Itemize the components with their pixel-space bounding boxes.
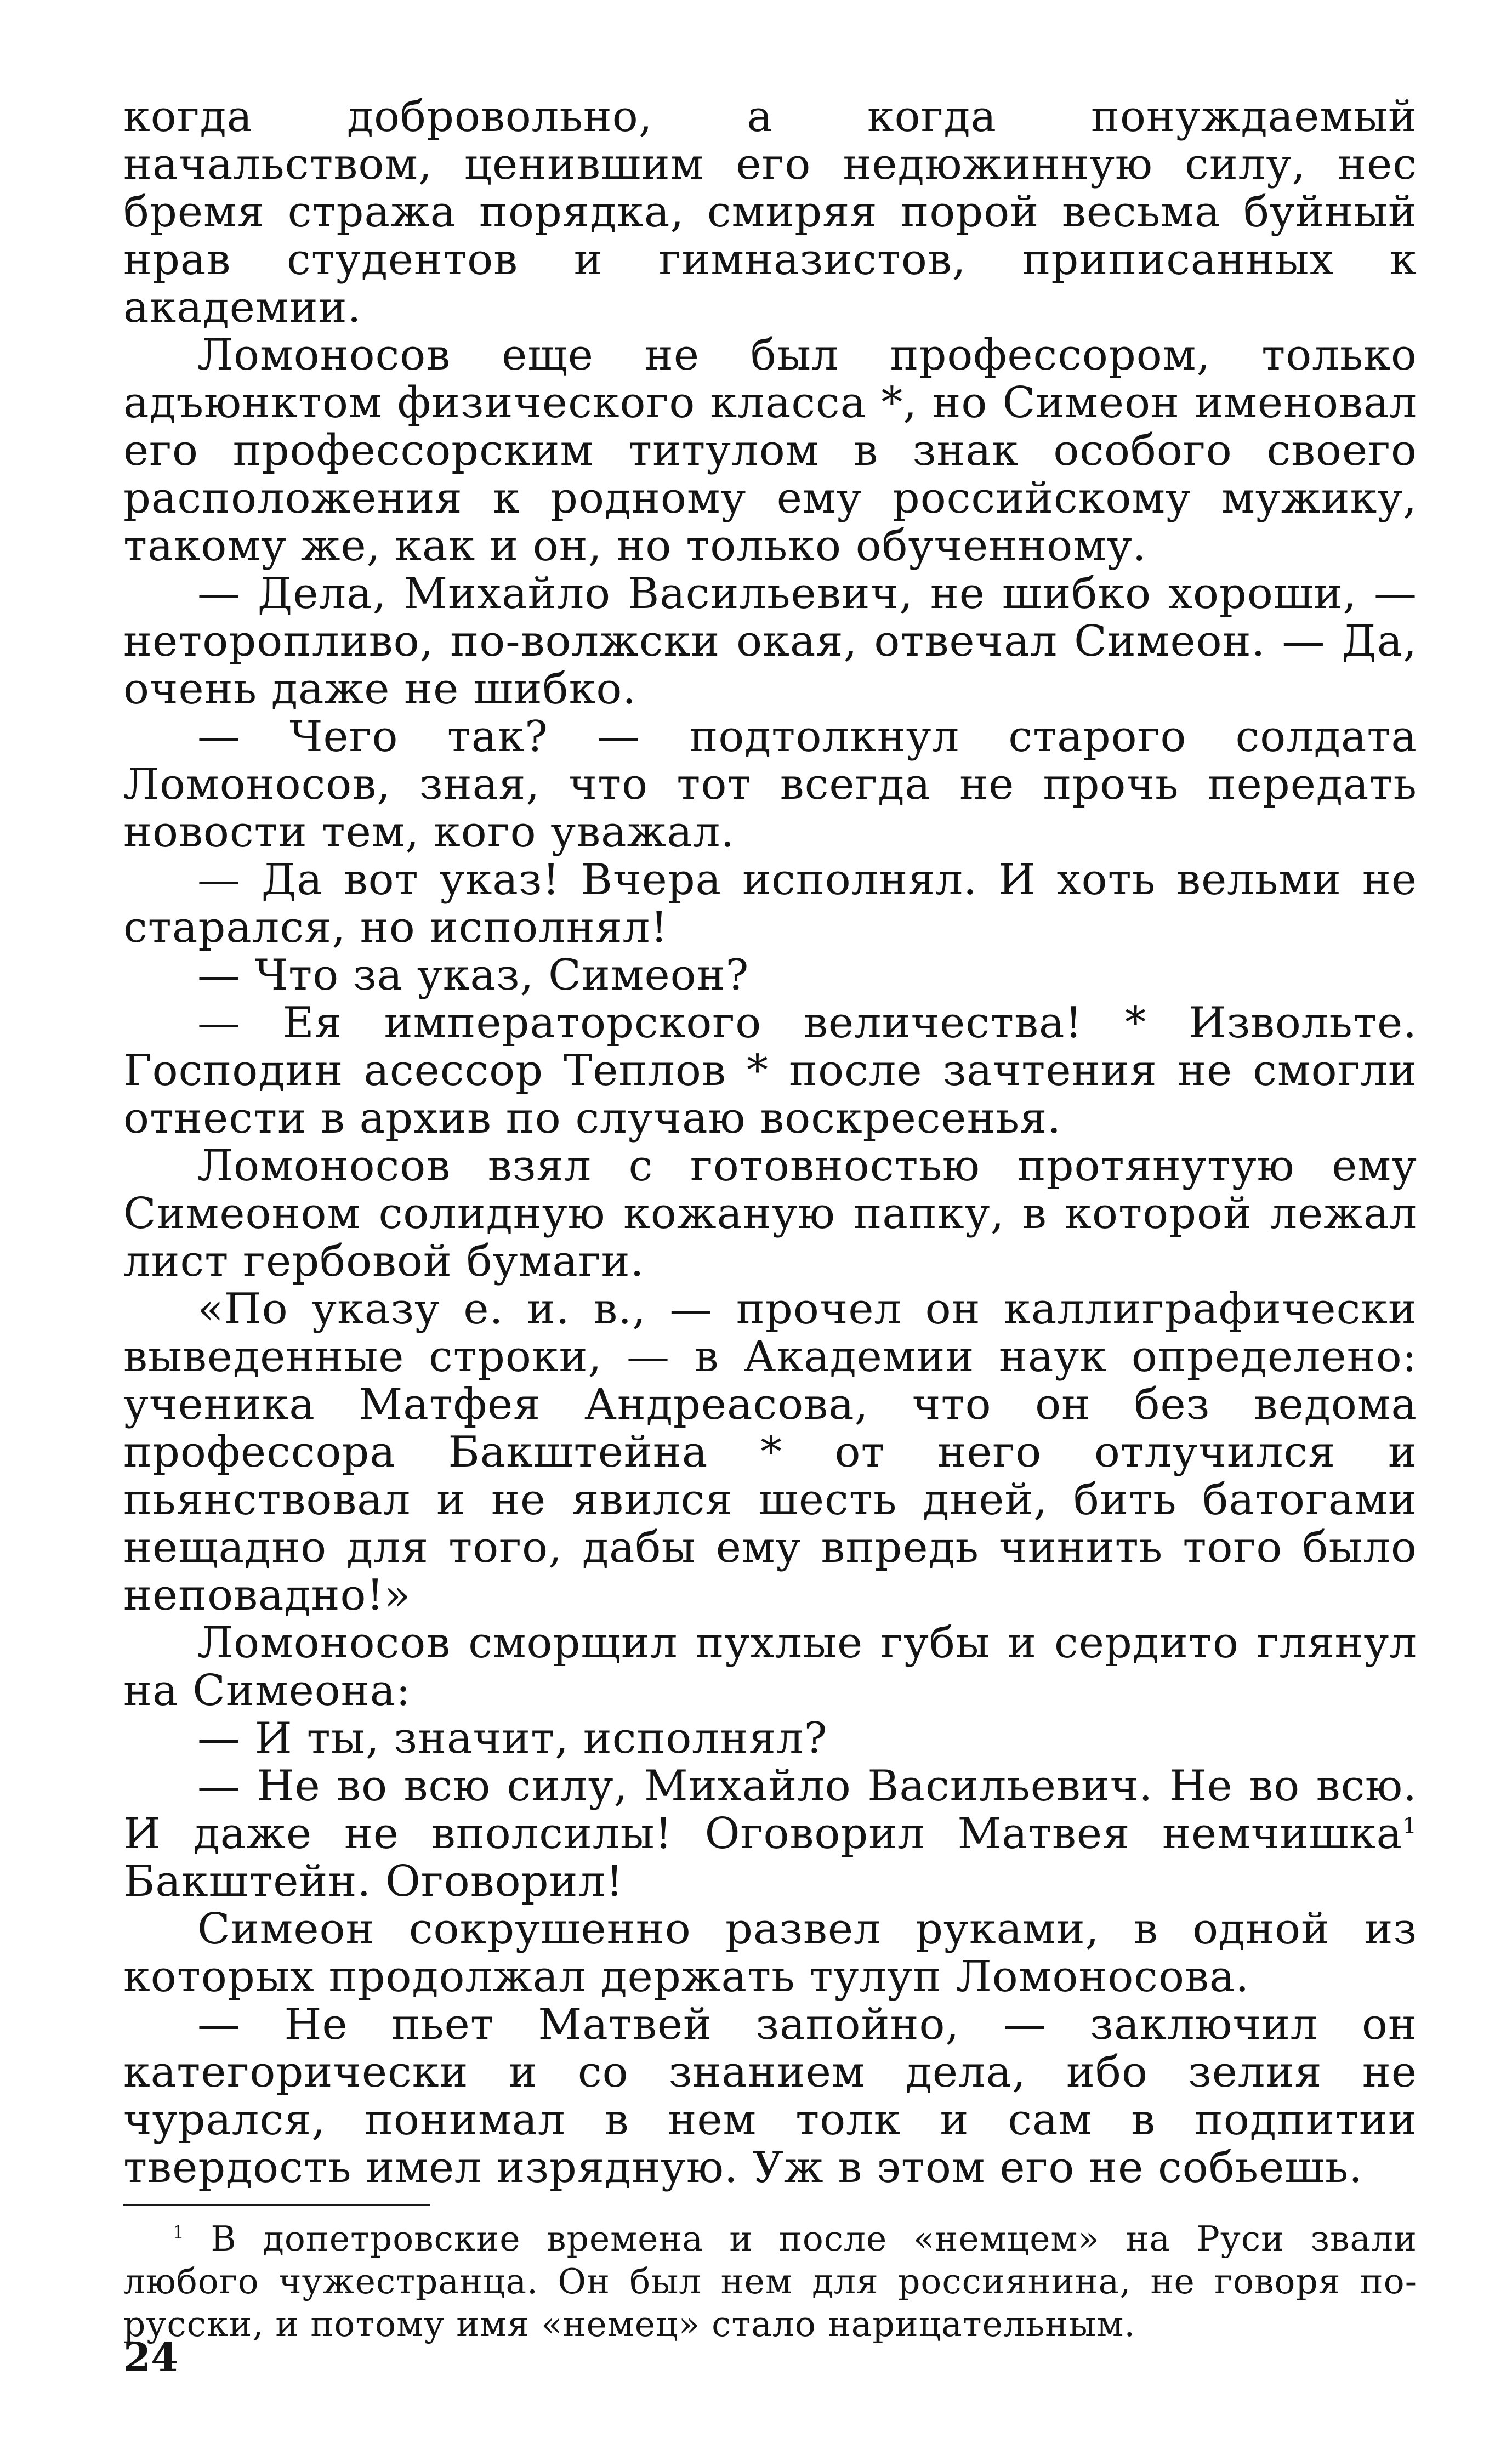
paragraph: «По указу е. и. в., — прочел он каллиграфически выведенные строки, — в Академии наук определено: ученика Матфея Андреасова, что он без ведома профессора Бакштейна * от него отлучился и пьянствовал и не явился шесть дней, бить батогами нещадно для того, дабы ему впредь чинить того было неповадно!» [123, 1285, 1417, 1620]
footnotes [123, 2218, 1417, 2346]
paragraph: — Дела, Михайло Васильевич, не шибко хороши, — неторопливо, по-волжски окая, отвечал Симеон. — Да, очень даже не шибко. [123, 569, 1417, 714]
paragraph: — Да вот указ! Вчера исполнял. И хоть вельми не старался, но исполнял! [123, 855, 1417, 952]
paragraph-text: — Не во всю силу, Михайло Васильевич. Не во всю. И даже не вполсилы! Оговорил Матвея немчишка [123, 1761, 1417, 1859]
main-text [123, 93, 1417, 2192]
paragraph: — Ея императорского величества! * Извольте. Господин асессор Теплов * после зачтения не смогли отнести в архив по случаю воскресенья. [123, 998, 1417, 1143]
paragraph: Ломоносов сморщил пухлые губы и сердито глянул на Симеона: [123, 1618, 1417, 1715]
paragraph: — Что за указ, Симеон? [197, 951, 749, 1000]
footnote-text: В допетровские времена и после «немцем» на Руси звали любого чужестранца. Он был нем для россиянина, не говоря по-русски, и потому имя «немец» стало нарицательным. [123, 2219, 1418, 2344]
paragraph: — Не пьет Матвей запойно, — заключил он категорически и со знанием дела, ибо зелия не чурался, понимал в нем толк и сам в подпитии твердость имел изрядную. Уж в этом его не собьешь. [123, 2000, 1417, 2192]
footnote-mark: 1 [1402, 1812, 1417, 1839]
paragraph: Симеон сокрушенно развел руками, в одной из которых продолжал держать тулуп Ломоносова. [123, 1905, 1417, 2002]
paragraph: Ломоносов еще не был профессором, только адъюнктом физического класса *, но Симеон именовал его профессорским титулом в знак особого своего расположения к родному ему российскому мужику, такому же, как и он, но только обученному. [123, 331, 1417, 571]
paragraph [123, 1763, 1417, 1906]
footnote [123, 2218, 1417, 2346]
page-number: 24 [123, 2334, 179, 2380]
paragraph: — Чего так? — подтолкнул старого солдата Ломоносов, зная, что тот всегда не прочь передать новости тем, кого уважал. [123, 712, 1417, 857]
footnote-number: 1 [173, 2222, 185, 2243]
paragraph: — И ты, значит, исполнял? [197, 1714, 828, 1763]
footnote-divider [123, 2204, 430, 2206]
paragraph-text: Бакштейн. Оговорил! [123, 1857, 624, 1906]
paragraph: Ломоносов взял с готовностью протянутую ему Симеоном солидную кожаную папку, в которой лежал лист гербовой бумаги. [123, 1141, 1417, 1286]
paragraph: когда добровольно, а когда понуждаемый начальством, ценившим его недюжинную силу, нес бремя стража порядка, смиряя порой весьма буйный нрав студентов и гимназистов, приписанных к академии. [123, 92, 1417, 332]
